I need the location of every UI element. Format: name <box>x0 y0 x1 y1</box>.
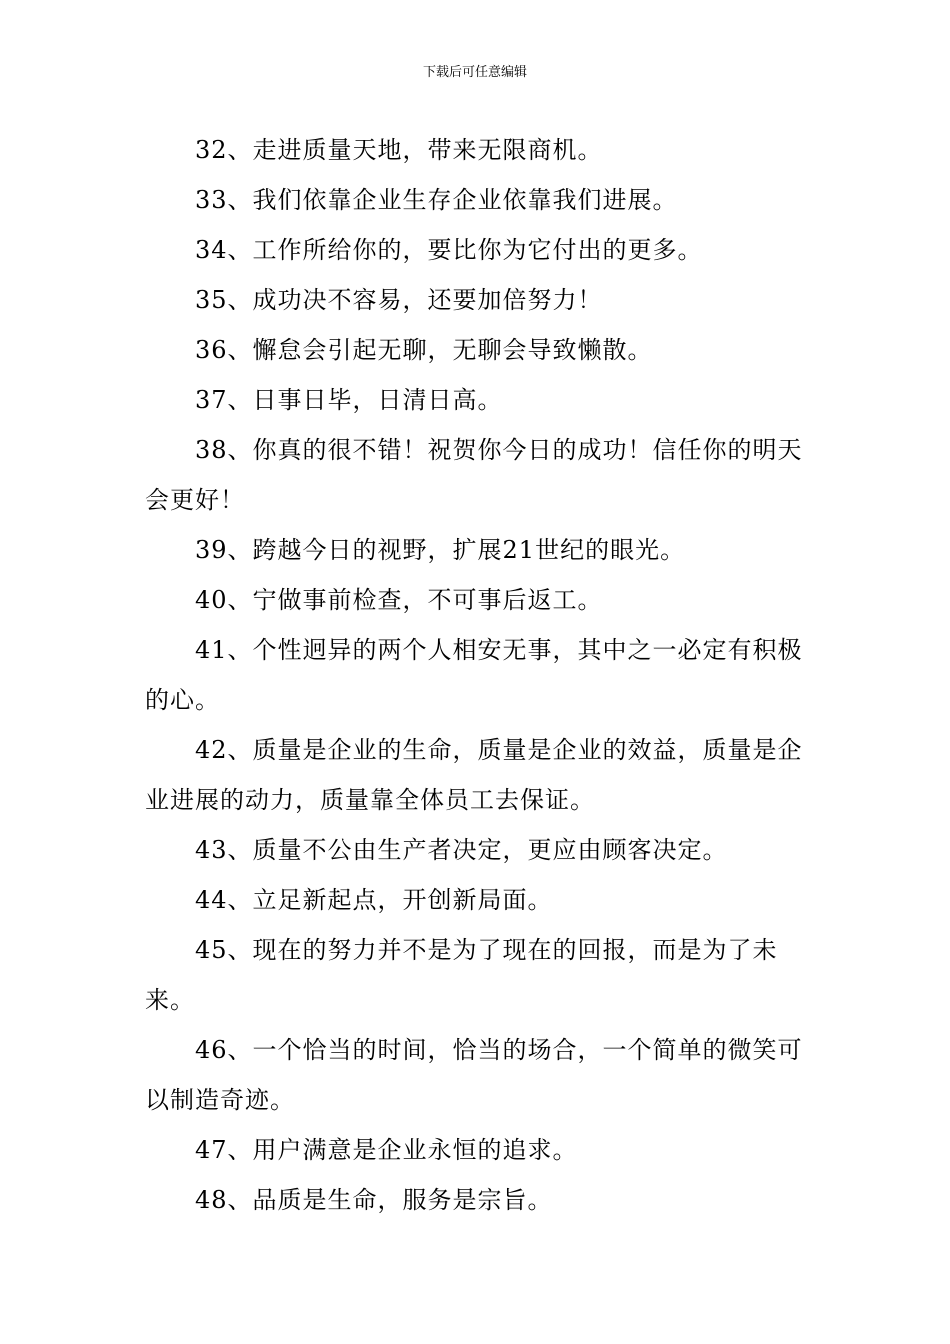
paragraph-37: 37、日事日毕，日清日高。 <box>195 386 503 414</box>
paragraph-43: 43、质量不公由生产者决定，更应由顾客决定。 <box>195 836 728 864</box>
paragraph-48: 48、品质是生命，服务是宗旨。 <box>195 1186 553 1214</box>
paragraph-44: 44、立足新起点，开创新局面。 <box>195 886 553 914</box>
paragraph-33: 33、我们依靠企业生存企业依靠我们进展。 <box>195 186 678 214</box>
paragraph-39: 39、跨越今日的视野，扩展21世纪的眼光。 <box>195 536 686 564</box>
paragraph-47: 47、用户满意是企业永恒的追求。 <box>195 1136 578 1164</box>
paragraph-32: 32、走进质量天地，带来无限商机。 <box>195 136 603 164</box>
paragraph-45: 45、现在的努力并不是为了现在的回报，而是为了未来。 <box>145 936 778 1014</box>
paragraph-42: 42、质量是企业的生命，质量是企业的效益，质量是企业进展的动力，质量靠全体员工去保证。 <box>145 736 803 814</box>
paragraph-41: 41、个性迥异的两个人相安无事，其中之一必定有积极的心。 <box>145 636 803 714</box>
paragraph-35: 35、成功决不容易，还要加倍努力！ <box>195 286 603 314</box>
paragraph-38: 38、你真的很不错！祝贺你今日的成功！信任你的明天会更好！ <box>145 436 803 514</box>
paragraph-36: 36、懈怠会引起无聊，无聊会导致懒散。 <box>195 336 653 364</box>
document-body <box>145 125 807 1225</box>
paragraph-46: 46、一个恰当的时间，恰当的场合，一个简单的微笑可以制造奇迹。 <box>145 1036 803 1114</box>
paragraph-34: 34、工作所给你的，要比你为它付出的更多。 <box>195 236 703 264</box>
page-header: 下载后可任意编辑 <box>422 65 527 80</box>
paragraph-40: 40、宁做事前检查，不可事后返工。 <box>195 586 603 614</box>
